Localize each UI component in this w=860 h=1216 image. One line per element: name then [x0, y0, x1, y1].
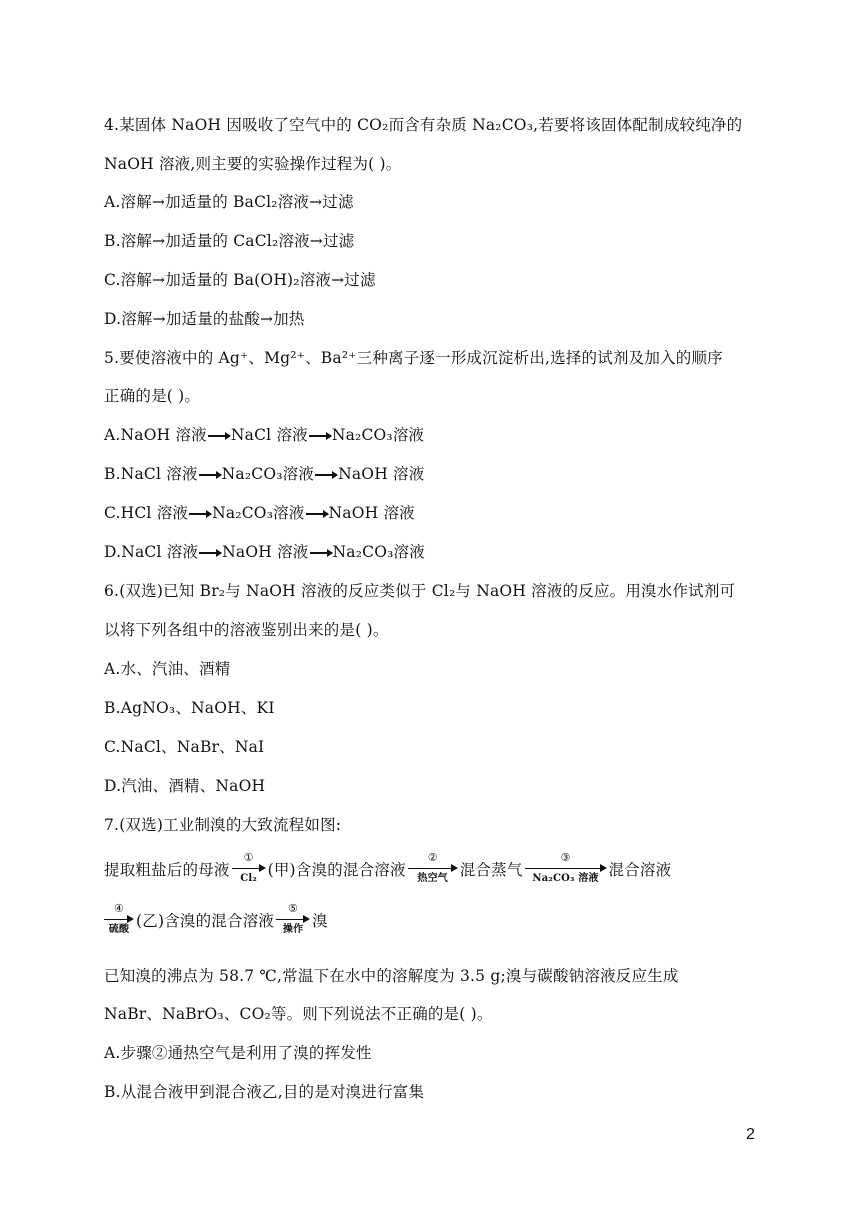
step-4-reagent: 硫酸	[108, 924, 130, 935]
q7-option-b: B.从混合液甲到混合液乙,目的是对溴进行富集	[104, 1083, 425, 1101]
flow-step-1-arrow	[232, 851, 266, 888]
arrow-icon	[309, 435, 331, 437]
q5-a-reagent-1: A.NaOH 溶液	[104, 426, 207, 444]
step-2-reagent: 热空气	[417, 873, 449, 884]
step-1-number: ①	[243, 851, 254, 864]
q6-stem-line1: 6.(双选)已知 Br₂与 NaOH 溶液的反应类似于 Cl₂与 NaOH 溶液的反应。用溴水作试剂可	[104, 582, 736, 600]
q5-d-reagent-2: NaOH 溶液	[222, 543, 309, 561]
q5-b-reagent-1: B.NaCl 溶液	[104, 465, 198, 483]
q5-option-b	[104, 464, 424, 484]
q5-option-c	[104, 503, 415, 523]
q5-option-a	[104, 425, 424, 445]
q7-flow-line1	[104, 853, 671, 888]
q5-a-reagent-2: NaCl 溶液	[230, 426, 308, 444]
q7-stem-line1: 7.(双选)工业制溴的大致流程如图:	[104, 816, 342, 834]
flow-node-mother-liquor: 提取粗盐后的母液	[104, 861, 230, 879]
q5-option-d	[104, 542, 425, 562]
q4-option-a: A.溶解→加适量的 BaCl₂溶液→过滤	[104, 193, 354, 211]
flow-node-mixture-b: (乙)含溴的混合溶液	[136, 912, 275, 930]
flow-step-2-arrow	[408, 851, 458, 888]
arrow-icon	[315, 474, 337, 476]
q6-option-c: C.NaCl、NaBr、NaI	[104, 738, 265, 756]
q6-option-d: D.汽油、酒精、NaOH	[104, 777, 266, 795]
flow-step-3-arrow	[525, 851, 607, 888]
arrow-icon	[306, 513, 328, 515]
q5-c-reagent-2: Na₂CO₃溶液	[212, 504, 305, 522]
arrow-icon	[310, 552, 332, 554]
arrow-icon	[199, 552, 221, 554]
flow-node-mixed-solution: 混合溶液	[608, 861, 672, 879]
step-5-reagent: 操作	[282, 924, 304, 935]
flow-step-4-arrow	[104, 902, 134, 939]
q4-option-b: B.溶解→加适量的 CaCl₂溶液→过滤	[104, 232, 355, 250]
q6-stem-line2: 以将下列各组中的溶液鉴别出来的是( )。	[104, 621, 389, 639]
q4-stem-line2: NaOH 溶液,则主要的实验操作过程为( )。	[104, 155, 402, 173]
step-2-number: ②	[427, 851, 438, 864]
q7-stem-line3: 已知溴的沸点为 58.7 ℃,常温下在水中的溶解度为 3.5 g;溴与碳酸钠溶液反应生成	[104, 967, 679, 985]
page-number: 2	[746, 1126, 755, 1143]
q7-option-a: A.步骤②通热空气是利用了溴的挥发性	[104, 1044, 372, 1062]
q5-stem-line1: 5.要使溶液中的 Ag⁺、Mg²⁺、Ba²⁺三种离子逐一形成沉淀析出,选择的试剂及加入的顺序	[104, 349, 723, 367]
q7-flow-line2	[104, 904, 328, 939]
step-3-number: ③	[560, 851, 571, 864]
q5-d-reagent-3: Na₂CO₃溶液	[332, 543, 425, 561]
q5-b-reagent-3: NaOH 溶液	[338, 465, 425, 483]
arrow-icon	[199, 474, 221, 476]
q5-stem-line2: 正确的是( )。	[104, 387, 201, 405]
q5-c-reagent-3: NaOH 溶液	[328, 504, 415, 522]
step-5-number: ⑤	[288, 902, 299, 915]
arrow-icon	[208, 435, 230, 437]
q4-option-d: D.溶解→加适量的盐酸→加热	[104, 310, 305, 328]
q6-option-b: B.AgNO₃、NaOH、KI	[104, 699, 275, 717]
q4-option-c: C.溶解→加适量的 Ba(OH)₂溶液→过滤	[104, 271, 376, 289]
flow-node-mixture-a: (甲)含溴的混合溶液	[267, 861, 406, 879]
flow-node-vapor: 混合蒸气	[459, 861, 523, 879]
flow-step-5-arrow	[276, 902, 310, 939]
q4-stem-line1: 4.某固体 NaOH 因吸收了空气中的 CO₂而含有杂质 Na₂CO₃,若要将该固体配制成较纯净的	[104, 116, 743, 134]
step-4-number: ④	[113, 902, 125, 915]
q5-c-reagent-1: C.HCl 溶液	[104, 504, 189, 522]
q5-b-reagent-2: Na₂CO₃溶液	[221, 465, 315, 483]
q7-stem-line4: NaBr、NaBrO₃、CO₂等。则下列说法不正确的是( )。	[104, 1005, 493, 1023]
arrow-icon	[189, 513, 211, 515]
q6-option-a: A.水、汽油、酒精	[104, 660, 231, 678]
step-1-reagent: Cl₂	[240, 873, 257, 884]
q5-d-reagent-1: D.NaCl 溶液	[104, 543, 199, 561]
q5-a-reagent-3: Na₂CO₃溶液	[331, 426, 425, 444]
step-3-reagent: Na₂CO₃ 溶液	[532, 873, 599, 884]
flow-node-bromine: 溴	[312, 912, 328, 930]
